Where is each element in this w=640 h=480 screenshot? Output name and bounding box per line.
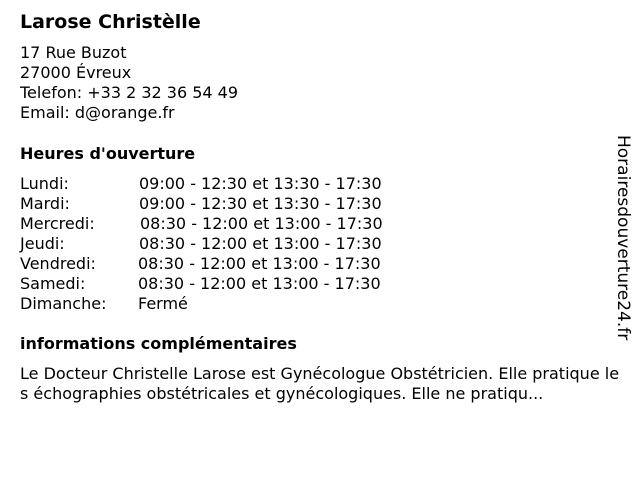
day-label: Dimanche: bbox=[20, 294, 107, 313]
phone-number: Telefon: +33 2 32 36 54 49 bbox=[20, 83, 239, 102]
time-range: 08:30 - 12:00 et 13:00 - 17:30 bbox=[140, 214, 383, 233]
time-range: 08:30 - 12:00 et 13:00 - 17:30 bbox=[139, 234, 382, 253]
site-watermark: Horairesdouverture24.fr bbox=[613, 135, 633, 341]
day-label: Jeudi: bbox=[20, 234, 65, 253]
info-heading: informations complémentaires bbox=[20, 334, 297, 353]
day-label: Mardi: bbox=[20, 194, 70, 213]
page-title: Larose Christèlle bbox=[20, 11, 201, 33]
street-address: 17 Rue Buzot bbox=[20, 43, 127, 62]
city: 27000 Évreux bbox=[20, 63, 132, 82]
day-label: Vendredi: bbox=[20, 254, 96, 273]
day-label: Lundi: bbox=[20, 174, 69, 193]
info-description: Le Docteur Christelle Larose est Gynécologue Obstétricien. Elle pratique les échographies obstétricales et gynécologiques. Elle ne pratiqu... bbox=[20, 364, 620, 403]
time-range: 09:00 - 12:30 et 13:30 - 17:30 bbox=[139, 194, 382, 213]
day-label: Samedi: bbox=[20, 274, 86, 293]
time-range: 09:00 - 12:30 et 13:30 - 17:30 bbox=[139, 174, 382, 193]
time-range: 08:30 - 12:00 et 13:00 - 17:30 bbox=[138, 254, 381, 273]
time-range: 08:30 - 12:00 et 13:00 - 17:30 bbox=[138, 274, 381, 293]
email-address: Email: d@orange.fr bbox=[20, 103, 175, 122]
address-block bbox=[20, 43, 238, 123]
hours-heading: Heures d'ouverture bbox=[20, 144, 196, 163]
day-label: Mercredi: bbox=[20, 214, 95, 233]
time-range: Fermé bbox=[138, 294, 188, 313]
